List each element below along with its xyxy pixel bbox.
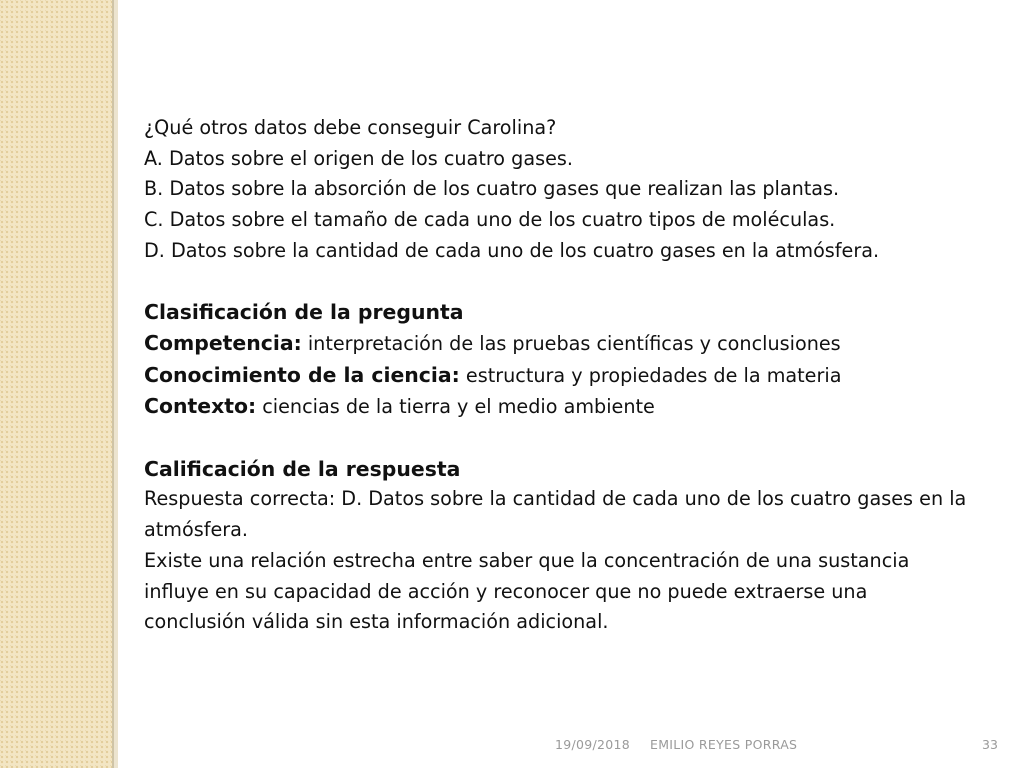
conocimiento-value: estructura y propiedades de la materia: [459, 363, 842, 387]
slide-body: [144, 113, 974, 638]
spacer: [144, 423, 974, 454]
contexto-line: [144, 391, 974, 423]
footer-author: EMILIO REYES PORRAS: [650, 737, 798, 752]
footer-page-number: 33: [982, 737, 998, 752]
option-d: D. Datos sobre la cantidad de cada uno de los cuatro gases en la atmósfera.: [144, 238, 880, 262]
scoring-heading: Calificación de la respuesta: [144, 456, 461, 481]
conocimiento-line: [144, 360, 974, 392]
classification-heading: Clasificación de la pregunta: [144, 300, 464, 325]
correct-answer: Respuesta correcta: D. Datos sobre la cantidad de cada uno de los cuatro gases en la atmósfera.: [144, 487, 967, 542]
footer-date: 19/09/2018: [555, 737, 631, 752]
spacer: [144, 267, 974, 298]
side-divider-shadow: [114, 0, 118, 768]
competencia-line: [144, 328, 974, 360]
conocimiento-label: Conocimiento de la ciencia:: [144, 362, 460, 387]
contexto-label: Contexto:: [144, 394, 257, 419]
scoring-explanation: Existe una relación estrecha entre saber que la concentración de una sustancia influye en su capacidad de acción y reconocer que no puede extraerse una conclusión válida sin esta información adicional.: [144, 548, 910, 634]
decorative-side-band: [0, 0, 112, 768]
option-c: C. Datos sobre el tamaño de cada uno de los cuatro tipos de moléculas.: [144, 208, 836, 232]
competencia-value: interpretación de las pruebas científicas y conclusiones: [301, 331, 841, 355]
contexto-value: ciencias de la tierra y el medio ambiente: [256, 395, 655, 419]
competencia-label: Competencia:: [144, 330, 302, 355]
option-b: B. Datos sobre la absorción de los cuatro gases que realizan las plantas.: [144, 177, 840, 201]
question-prompt: ¿Qué otros datos debe conseguir Carolina?: [144, 116, 557, 139]
option-a: A. Datos sobre el origen de los cuatro gases.: [144, 146, 573, 170]
